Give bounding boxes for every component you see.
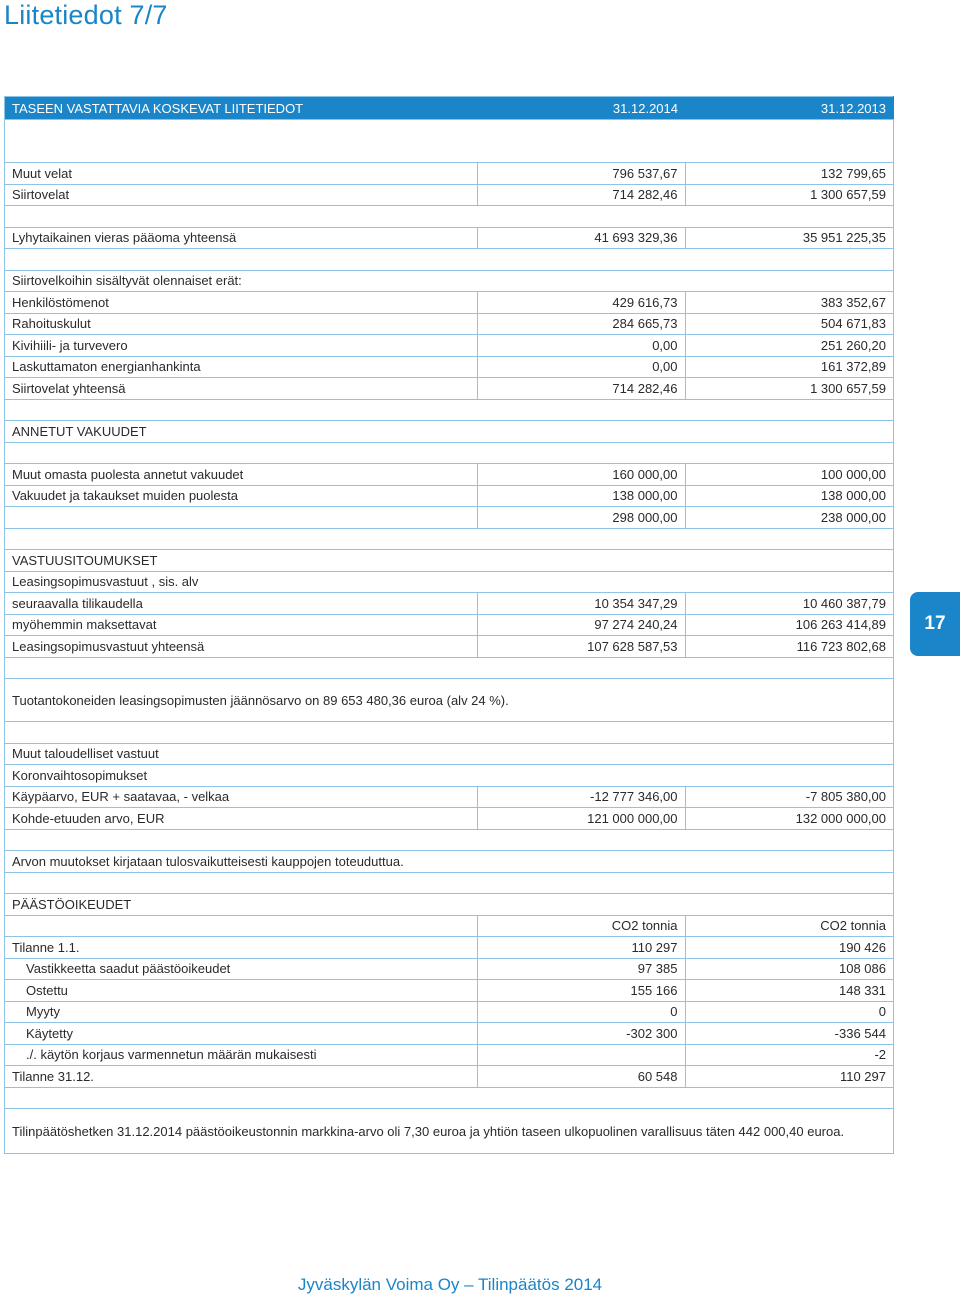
spacer-row (5, 206, 894, 228)
note-row (5, 851, 894, 873)
table-row: Laskuttamaton energianhankinta 0,00 161 372,89 (5, 356, 894, 378)
leasing-residual-note: Tuotantokoneiden leasingsopimusten jäännösarvo on 89 653 480,36 euroa (alv 24 %). (5, 679, 894, 722)
table-row: Käytetty -302 300 -336 544 (5, 1023, 894, 1045)
notes-table (4, 96, 894, 1154)
section-heading-row: PÄÄSTÖOIKEUDET (5, 894, 894, 916)
table-row: myöhemmin maksettavat 97 274 240,24 106 263 414,89 (5, 614, 894, 636)
spacer-row (5, 399, 894, 421)
table-row: CO2 tonnia CO2 tonnia (5, 915, 894, 937)
table-row: Ostettu 155 166 148 331 (5, 980, 894, 1002)
table-row: Muut taloudelliset vastuut (5, 743, 894, 765)
page-title: Liitetiedot 7/7 (4, 0, 168, 30)
table-row: 298 000,00 238 000,00 (5, 507, 894, 529)
page-number-tab: 17 (910, 592, 960, 656)
spacer-row (5, 1087, 894, 1109)
table-row: Siirtovelat yhteensä 714 282,46 1 300 657,59 (5, 378, 894, 400)
table-row: Siirtovelat 714 282,46 1 300 657,59 (5, 184, 894, 206)
table-row: Rahoituskulut 284 665,73 504 671,83 (5, 313, 894, 335)
table-header-row (5, 97, 894, 120)
table-row: Siirtovelkoihin sisältyvät olennaiset erät: (5, 270, 894, 292)
table-row: Vastikkeetta saadut päästöoikeudet 97 385 108 086 (5, 958, 894, 980)
table-row: Muut omasta puolesta annetut vakuudet 160 000,00 100 000,00 (5, 464, 894, 486)
emission-market-value-note: Tilinpäätöshetken 31.12.2014 päästöoikeustonnin markkina-arvo oli 7,30 euroa ja yhtiön taseen ulkopuolinen varallisuus täten 442 000,40 euroa. (5, 1109, 894, 1154)
table-row: Leasingsopimusvastuut yhteensä 107 628 587,53 116 723 802,68 (5, 636, 894, 658)
section-heading-row: VASTUUSITOUMUKSET (5, 550, 894, 572)
spacer-row (5, 872, 894, 894)
spacer-row (5, 249, 894, 271)
footer-text: Jyväskylän Voima Oy – Tilinpäätös 2014 (297, 1275, 603, 1294)
table-row: ./. käytön korjaus varmennetun määrän mukaisesti -2 (5, 1044, 894, 1066)
table-row: Käypäarvo, EUR + saatavaa, - velkaa -12 777 346,00 -7 805 380,00 (5, 786, 894, 808)
table-row: Tilanne 31.12. 60 548 110 297 (5, 1066, 894, 1088)
table-row: Tilanne 1.1. 110 297 190 426 (5, 937, 894, 959)
table-row: Henkilöstömenot 429 616,73 383 352,67 (5, 292, 894, 314)
spacer-row (5, 442, 894, 464)
section-heading-row: ANNETUT VAKUUDET (5, 421, 894, 443)
note-row (5, 1109, 894, 1154)
value-change-note: Arvon muutokset kirjataan tulosvaikutteisesti kauppojen toteuduttua. (5, 851, 894, 873)
spacer-row (5, 120, 894, 163)
table-row: Vakuudet ja takaukset muiden puolesta 138 000,00 138 000,00 (5, 485, 894, 507)
spacer-row (5, 657, 894, 679)
table-row: Lyhytaikainen vieras pääoma yhteensä 41 693 329,36 35 951 225,35 (5, 227, 894, 249)
spacer-row (5, 829, 894, 851)
table-row: Kivihiili- ja turvevero 0,00 251 260,20 (5, 335, 894, 357)
header-col-2013: 31.12.2013 (685, 97, 894, 120)
table-row: Koronvaihtosopimukset (5, 765, 894, 787)
table-row: Kohde-etuuden arvo, EUR 121 000 000,00 132 000 000,00 (5, 808, 894, 830)
spacer-row (5, 528, 894, 550)
table-row: Myyty 0 0 (5, 1001, 894, 1023)
header-col-2014: 31.12.2014 (477, 97, 685, 120)
note-row (5, 679, 894, 722)
table-row: seuraavalla tilikaudella 10 354 347,29 10 460 387,79 (5, 593, 894, 615)
header-label: TASEEN VASTATTAVIA KOSKEVAT LIITETIEDOT (5, 97, 478, 120)
table-row: Muut velat 796 537,67 132 799,65 (5, 163, 894, 185)
spacer-row (5, 722, 894, 744)
table-row: Leasingsopimusvastuut , sis. alv (5, 571, 894, 593)
